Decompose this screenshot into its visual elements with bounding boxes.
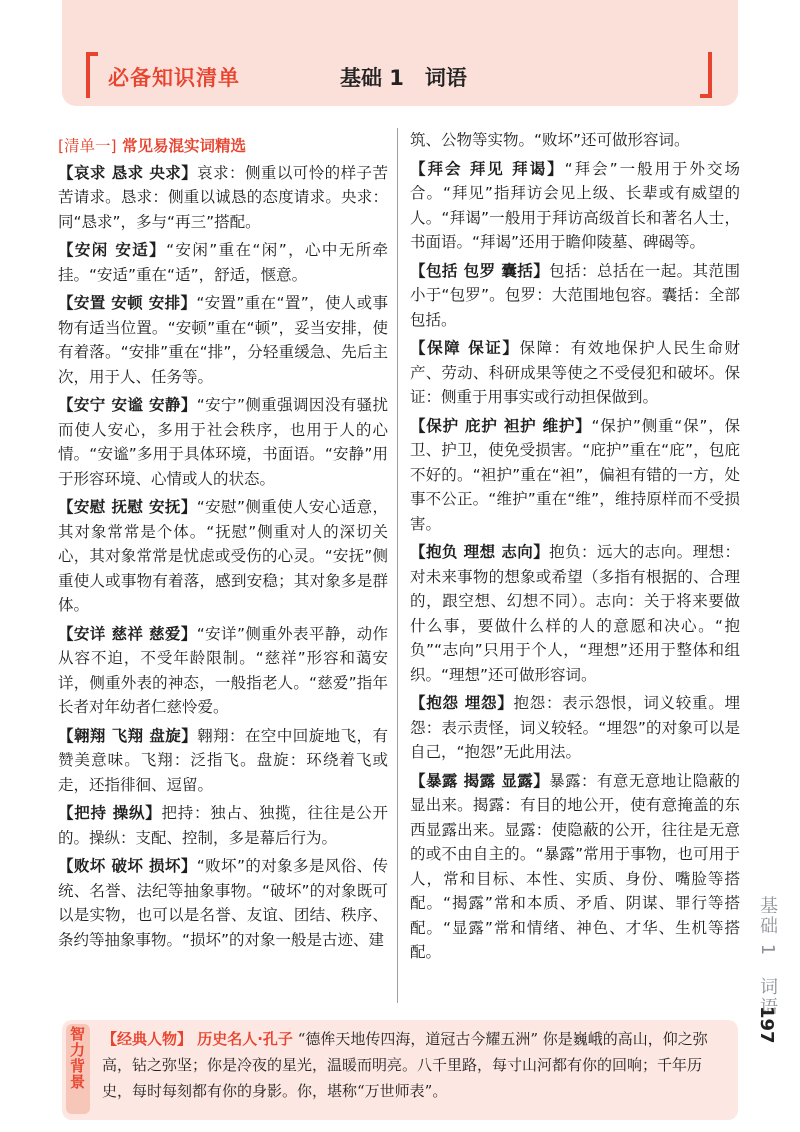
entry-keyword: 【败坏 破坏 损坏】 (58, 857, 197, 875)
right-lead-text: 筑、公物等实物。“败坏”还可做形容词。 (410, 131, 690, 149)
left-column (58, 134, 388, 956)
entry-item (58, 622, 388, 720)
entry-keyword: 【翱翔 飞翔 盘旋】 (58, 726, 198, 745)
entry-text: 翱翔：在空中回旋地飞，有赞美意味。飞翔：泛指飞。盘旋：环绕着飞或走，还指徘徊、逗留。 (58, 726, 388, 794)
entry-item (58, 495, 388, 618)
bottom-lead: 【经典人物】 历史名人·孔子 (102, 1030, 293, 1048)
right-column (410, 128, 740, 969)
entry-keyword: 【包括 包罗 囊括】 (410, 261, 550, 280)
entry-keyword: 【安宁 安谧 安静】 (58, 396, 197, 414)
header-subtitle: 基础 1 词语 (340, 66, 467, 90)
entry-keyword: 【安详 慈祥 慈爱】 (58, 624, 197, 643)
bottom-tag-label: 智力背景 (68, 1026, 86, 1090)
section-title (58, 134, 388, 159)
right-entry-list (410, 157, 740, 965)
section-heading: 常见易混实词精选 (122, 137, 247, 155)
entry-item (410, 157, 740, 255)
entry-item (410, 336, 740, 410)
entry-keyword: 【保护 庇护 袒护 维护】 (410, 416, 592, 435)
entry-item (58, 161, 388, 235)
entry-item (58, 238, 388, 287)
entry-item (410, 259, 740, 333)
entry-keyword: 【拜会 拜见 拜谒】 (410, 159, 565, 178)
entry-text: 抱负：远大的志向。理想：对未来事物的想象或希望（多指有根据的、合理的，跟空想、幻想不同）。志向：关于将来要做什么事，要做什么样的人的意愿和决心。“抱负”“志向”只用于个人，“理想”还用于整体和组织。“理想”还可做形容词。 (410, 543, 740, 684)
entry-text: “安慰”侧重使人安心适意，其对象常常是个体。“抚慰”侧重对人的深切关心，其对象常常是忧虑或受伤的心灵。“安抚”侧重使人或事物有着落，感到安稳；其对象多是群体。 (58, 498, 389, 614)
entry-keyword: 【安闲 安适】 (58, 241, 167, 259)
entry-item (410, 414, 740, 537)
entry-item (410, 540, 740, 687)
entry-text: “安宁”侧重强调因没有骚扰而使人安心，多用于社会秩序，也用于人的心情。“安谧”多用于具体环境，书面语。“安静”用于形容环境、心情或人的状态。 (58, 396, 389, 488)
bracket-left-decoration (86, 52, 98, 98)
bracket-right-decoration (700, 52, 712, 98)
entry-item (58, 801, 388, 850)
entry-text: “保护”侧重“保”，保卫、护卫，使免受损害。“庇护”重在“庇”，包庇不好的。“袒护”重在“袒”，偏袒有错的一方，处事不公正。“维护”重在“维”，维持原样而不受损害。 (410, 416, 740, 533)
entry-item (58, 724, 388, 798)
entry-keyword: 【保障 保证】 (410, 339, 520, 357)
section-tag: [清单一] (58, 137, 117, 155)
entry-text: 抱怨：表示怨恨，词义较重。埋怨：表示责怪，词义较轻。“埋怨”的对象可以是自己，“抱怨”无此用法。 (410, 694, 740, 761)
entry-keyword: 【暴露 揭露 显露】 (410, 771, 550, 790)
column-divider (397, 128, 398, 1003)
entry-text: “安详”侧重外表平静，动作从容不迫，不受年龄限制。“慈祥”形容和蔼安详，侧重外表的神态，一般指老人。“慈爱”指年长者对年幼者仁慈怜爱。 (58, 624, 389, 716)
entry-keyword: 【安慰 抚慰 安抚】 (58, 498, 197, 516)
entry-keyword: 【抱负 理想 志向】 (410, 543, 550, 561)
bottom-body: “德侔天地传四海，道冠古今耀五洲” 你是巍峨的高山，仰之弥高，钻之弥坚；你是冷夜的星光，温暖而明亮。八千里路，每寸山河都有你的回响；千年历史，每时每刻都有你的身影。你，堪称“万世师表”。 (102, 1030, 708, 1100)
entry-text: 包括：总括在一起。其范围小于“包罗”。包罗：大范围地包容。囊括：全部包括。 (410, 261, 740, 329)
bottom-text-block (102, 1026, 730, 1104)
entry-text: “安闲”重在“闲”，心中无所牵挂。“安适”重在“适”，舒适，惬意。 (58, 241, 388, 284)
entry-item (58, 393, 388, 491)
entry-item (58, 291, 388, 389)
entry-keyword: 【把持 操纵】 (58, 804, 162, 822)
entry-text: 哀求：侧重以可怜的样子苦苦请求。恳求：侧重以诚恳的态度请求。央求：同“恳求”，多与“再三”搭配。 (58, 163, 388, 231)
header-title: 必备知识清单 (108, 66, 240, 90)
entry-text: 把持：独占、独揽，往往是公开的。操纵：支配、控制，多是幕后行为。 (58, 804, 388, 847)
entry-item (58, 854, 388, 952)
entry-text: “败坏”的对象多是风俗、传统、名誉、法纪等抽象事物。“破坏”的对象既可以是实物，也可以是名誉、友谊、团结、秩序、条约等抽象事物。“损坏”的对象一般是古迹、建 (58, 857, 389, 949)
entry-keyword: 【哀求 恳求 央求】 (58, 163, 198, 182)
entry-text: 保障：有效地保护人民生命财产、劳动、科研成果等使之不受侵犯和破坏。保证：侧重于用事实或行动担保做到。 (410, 339, 740, 406)
entry-keyword: 【安置 安顿 安排】 (58, 294, 197, 312)
entry-item (410, 691, 740, 765)
entry-text: 暴露：有意无意地让隐蔽的显出来。揭露：有目的地公开，使有意掩盖的东西显露出来。显露：使隐蔽的公开，往往是无意的或不由自主的。“暴露”常用于事物，也可用于人，常和目标、本性、实质、身份、嘴脸等搭配。“揭露”常和本质、矛盾、阴谋、罪行等搭配。“显露”常和情绪、神色、才华、生机等搭配。 (410, 771, 740, 961)
entry-item (410, 769, 740, 965)
page-number: 197 (756, 1006, 777, 1044)
entry-text: “拜会”一般用于外交场合。“拜见”指拜访会见上级、长辈或有威望的人。“拜谒”一般用于拜访高级首长和著名人士，书面语。“拜谒”还用于瞻仰陵墓、碑碣等。 (410, 159, 741, 251)
sidebar-chapter-label: 基础 1 词语 (757, 896, 778, 1018)
left-entry-list (58, 161, 388, 953)
entry-text: “安置”重在“置”，使人或事物有适当位置。“安顿”重在“顿”，妥当安排，使有着落。“安排”重在“排”，分轻重缓急、先后主次，用于人、任务等。 (58, 294, 388, 386)
entry-keyword: 【抱怨 埋怨】 (410, 694, 514, 712)
